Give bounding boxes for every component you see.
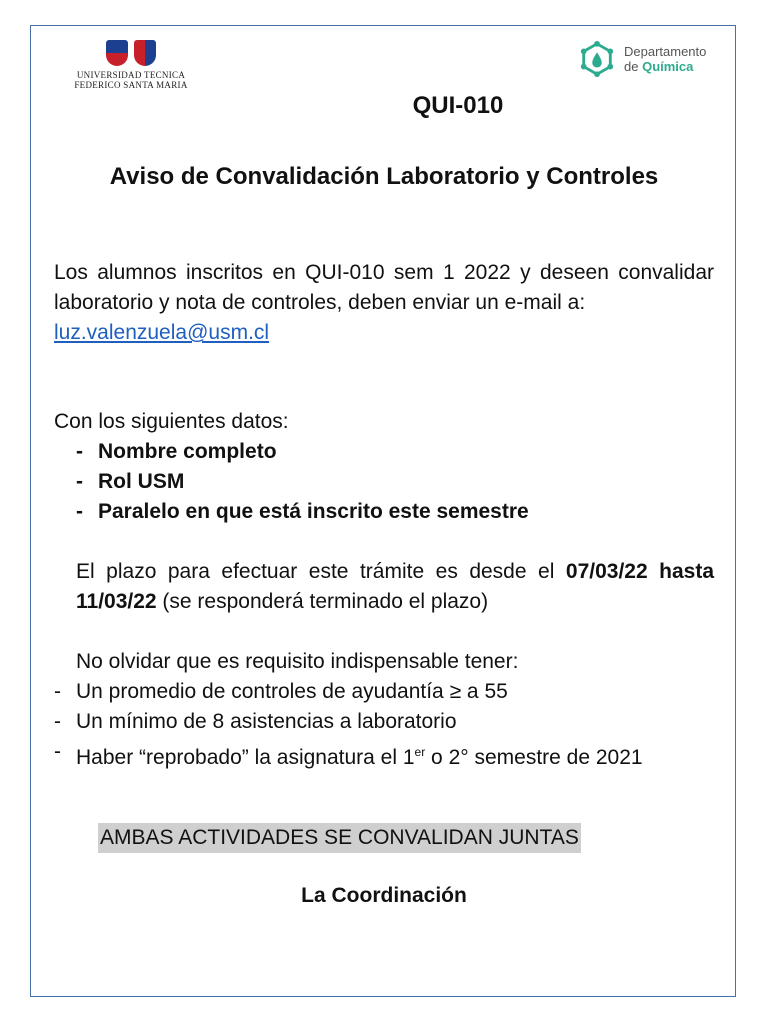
usm-logo [66,40,196,90]
list-item: - Paralelo en que está inscrito este semestre [54,497,714,527]
intro-paragraph [54,258,714,348]
data-list [54,437,714,527]
list-item: - Un promedio de controles de ayudantía ≥ a 55 [54,677,714,707]
requirement-superscript: er [414,745,426,759]
data-section [54,407,714,527]
department-name: Química [642,59,694,74]
requirement-text-2: o 2° semestre de 2021 [425,746,643,769]
usm-crest-icon [134,40,156,66]
requirements-list [54,677,714,773]
usm-shields [66,40,196,66]
hexagon-molecule-icon [578,40,616,78]
list-item: - Un mínimo de 8 asistencias a laboratorio [54,707,714,737]
email-link[interactable]: luz.valenzuela@usm.cl [54,321,270,344]
requirements-section [54,647,714,773]
signature: La Coordinación [301,884,467,907]
highlighted-notice: AMBAS ACTIVIDADES SE CONVALIDAN JUNTAS [98,823,581,853]
list-item: - Rol USM [54,467,714,497]
deadline-text-2: (se responderá terminado el plazo) [156,590,489,613]
deadline-text-1: El plazo para efectuar este trámite es desde el [76,560,566,583]
deadline-paragraph [76,557,714,617]
university-name: UNIVERSIDAD TECNICA FEDERICO SANTA MARIA [74,70,188,90]
list-item: - Nombre completo [54,437,714,467]
department-line-1: Departamento [624,44,707,59]
usm-shield-icon [106,40,128,66]
data-intro: Con los siguientes datos: [54,410,289,433]
department-logo [578,40,706,78]
list-item [54,737,714,773]
intro-text: Los alumnos inscritos en QUI-010 sem 1 2022 y deseen convalidar laboratorio y nota de controles, deben enviar un e-mail a: [54,261,714,314]
department-line-2 [624,59,706,74]
notice-title: Aviso de Convalidación Laboratorio y Controles [109,163,659,190]
department-prefix: de [624,59,643,74]
course-code: QUI-010 [412,92,504,119]
requirement-text-1: Haber “reprobado” la asignatura el 1 [76,746,415,769]
deadline-dates: 07/03/22 hasta 11/03/22 [76,560,714,613]
requirements-intro: No olvidar que es requisito indispensable tener: [76,650,519,673]
